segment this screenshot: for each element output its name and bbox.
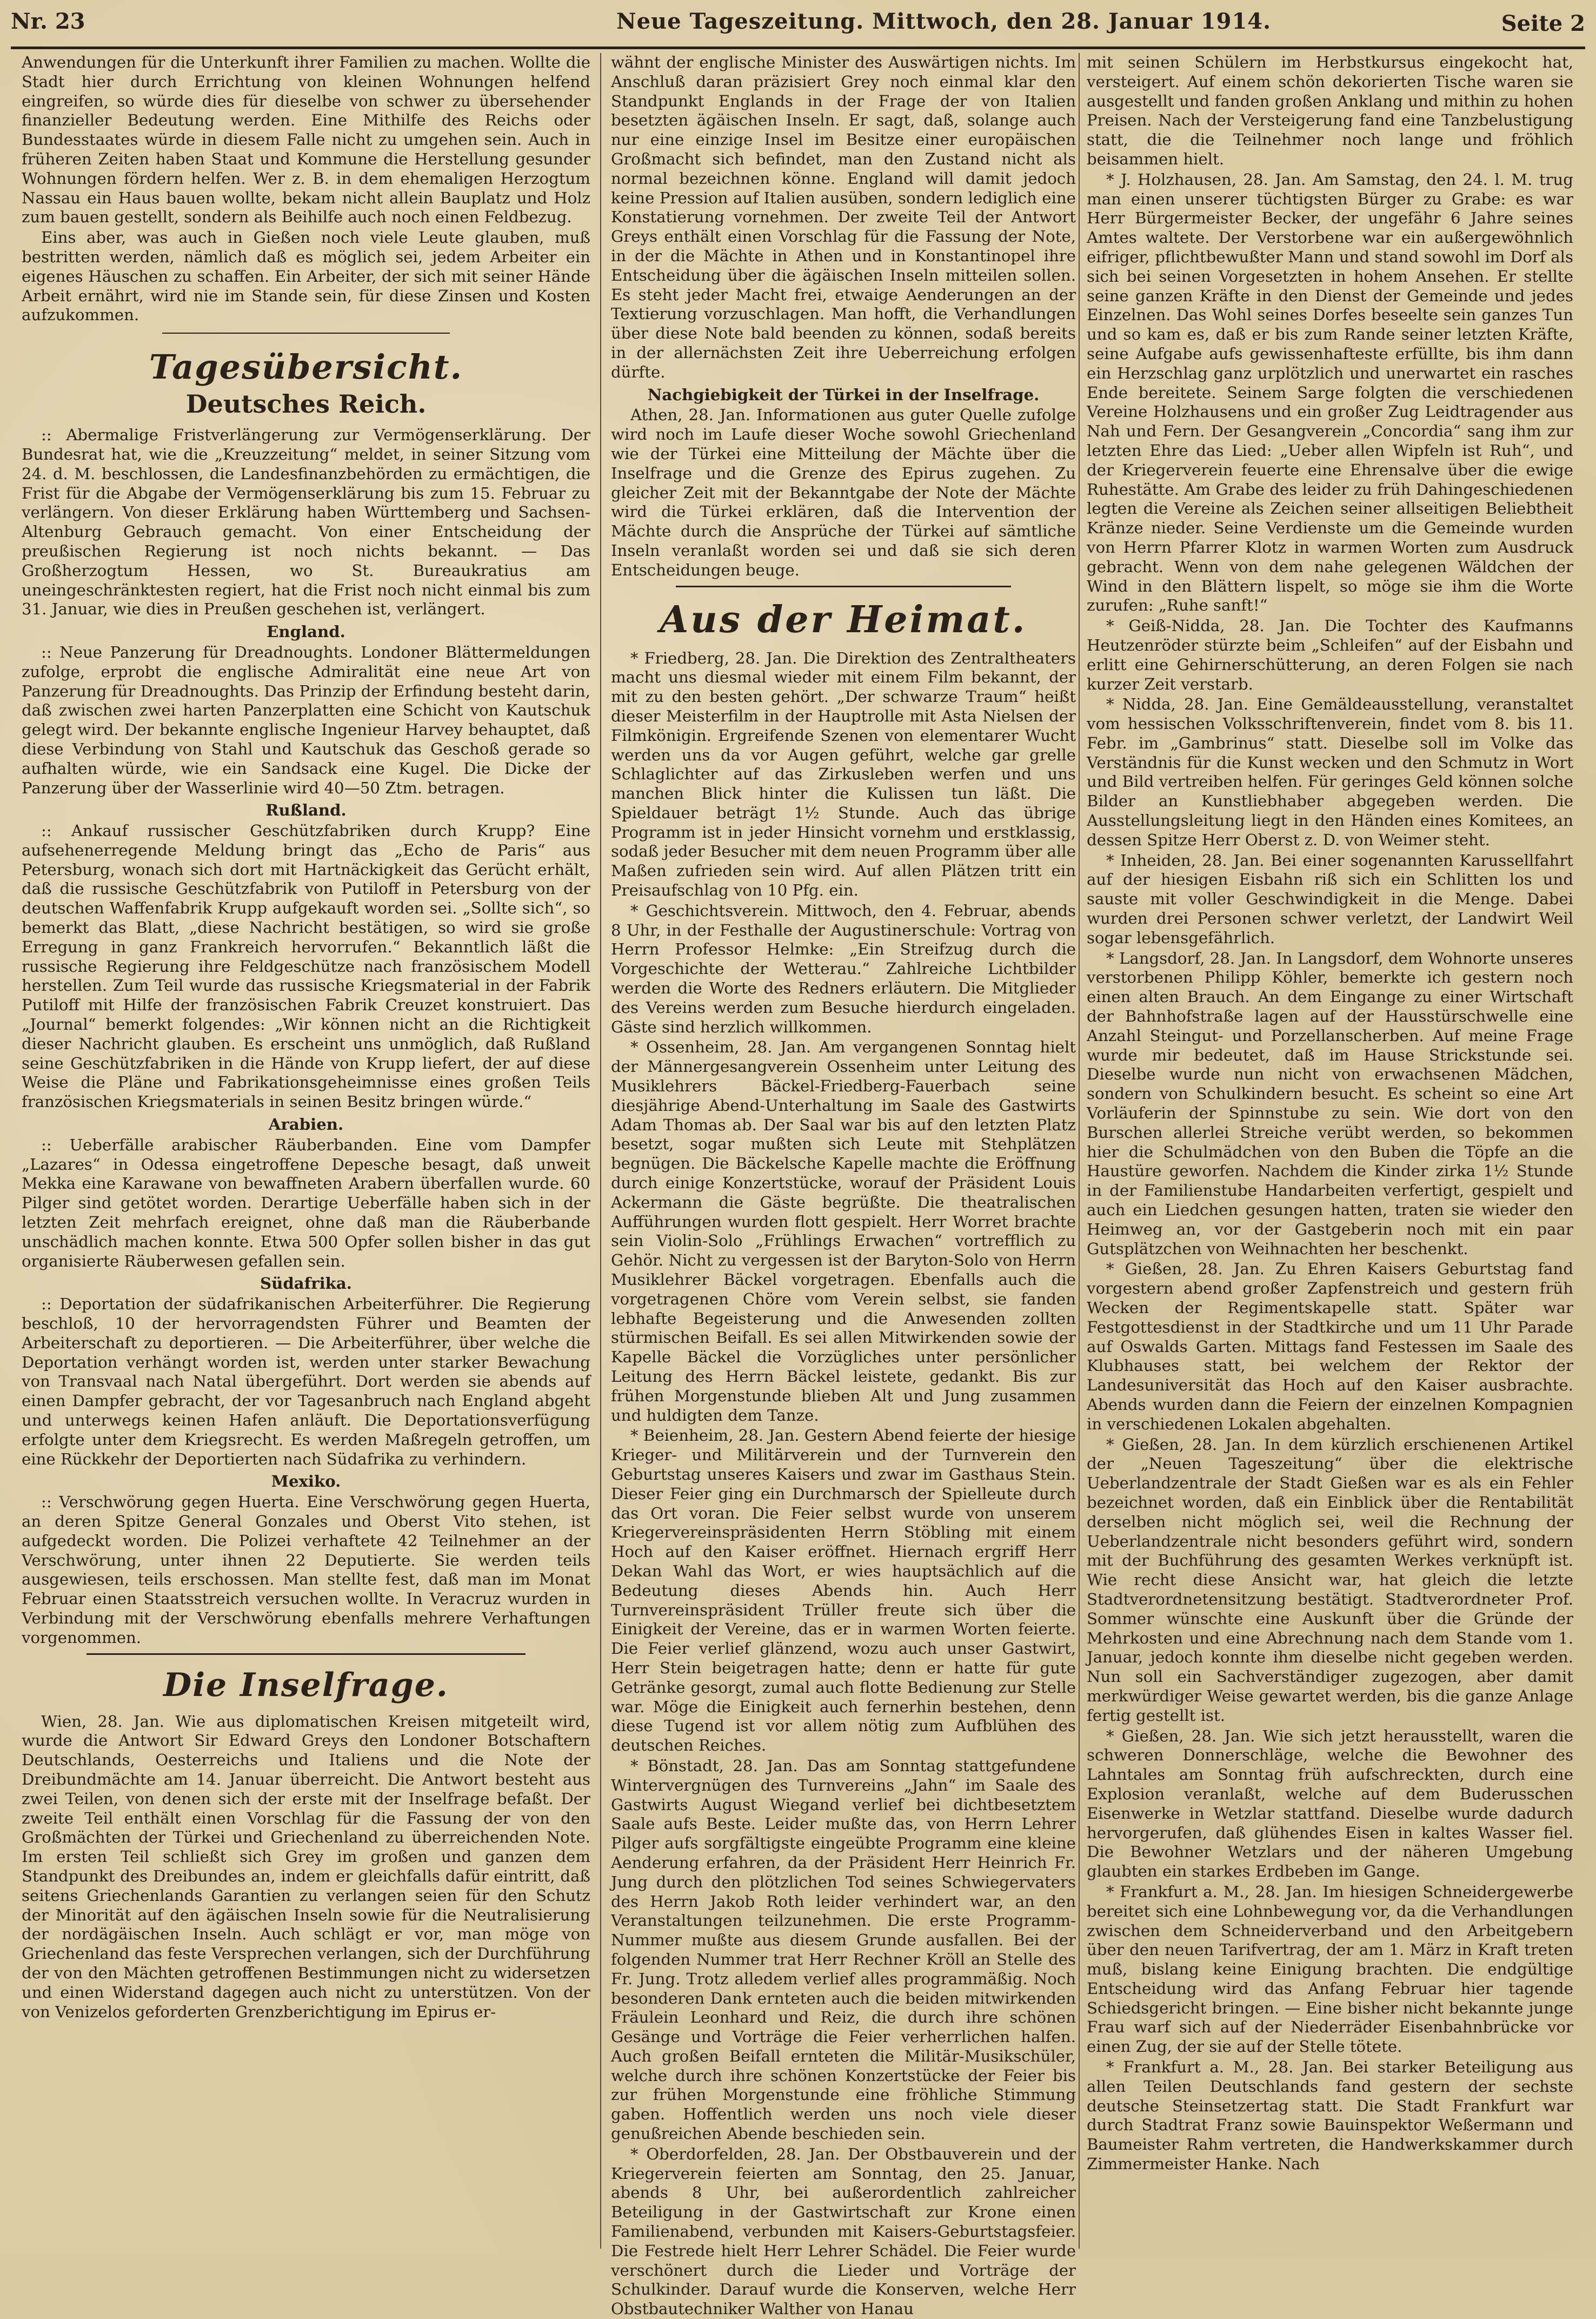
- section-divider: [676, 586, 1011, 587]
- local-news-item: * Friedberg, 28. Jan. Die Direktion des Zentraltheaters macht uns diesmal wieder mit einem Film bekannt, der mit zu den besten gehört. „Der schwarze Traum“ heißt dieser Meisterfilm in der Hauptrolle mit Asta Nielsen der Filmkönigin. Ergreifende Szenen von elementarer Wucht werden uns da vor Augen geführt, welche gar grelle Schlaglichter auf das Zirkusleben werfen und uns manchen Blick hinter die Kulissen tun läßt. Die Spieldauer beträgt 1½ Stunde. Auch das übrige Programm ist in jeder Hinsicht vornehm und erstklassig, sodaß jeder Besucher mit dem neuen Programm über alle Maßen zufrieden sein wird. Auf allen Plätzen tritt ein Preisaufschlag von 10 Pfg. ein.: [611, 648, 1076, 900]
- local-news-item: * Bönstadt, 28. Jan. Das am Sonntag stattgefundene Wintervergnügen des Turnvereins „Jahn“ im Saale des Gastwirts August Wiegand verlief bei dichtbesetztem Saale aufs Beste. Leider mußte das, von Herrn Lehrer Pilger aufs sorgfältigste eingeübte Programm eine kleine Aenderung erfahren, da der Präsident Herr Heinrich Fr. Jung durch den plötzlichen Tod seines Schwiegervaters des Herrn Jakob Roth leider verhindert war, an den Veranstaltungen teilzunehmen. Die erste Programm-Nummer mußte aus diesem Grunde ausfallen. Bei der folgenden Nummer trat Herr Rechner Kröll an Stelle des Fr. Jung. Trotz alledem verlief alles programmäßig. Noch besonderen Dank ernteten auch die beiden mitwirkenden Fräulein Leonhard und Reiz, die durch ihre schönen Gesänge und Vorträge die Feier verherrlichen halfen. Auch großen Beifall ernteten die Militär-Musikschüler, welche durch ihre schönen Konzertstücke der Feier bis zur frühen Morgenstunde eine fröhliche Stimmung gaben. Hoffentlich werden uns noch viele dieser genußreichen Abende beschieden sein.: [611, 1756, 1076, 2143]
- local-news-item: * Frankfurt a. M., 28. Jan. Im hiesigen Schneidergewerbe bereitet sich eine Lohnbewegung vor, da die Verhandlungen zwischen dem Schneiderverband und den Arbeitgebern über den neuen Tarifvertrag, der am 1. März in Kraft treten muß, bislang keine Einigung brachten. Die endgültige Entscheidung wird das Anfang Februar hier tagende Schiedsgericht bringen. — Eine bisher nicht bekannte junge Frau warf sich auf der Niederräder Eisenbahnbrücke vor einen Zug, der sie auf der Stelle tötete.: [1087, 1882, 1573, 2056]
- article-paragraph: Wien, 28. Jan. Wie aus diplomatischen Kreisen mitgeteilt wird, wurde die Antwort Sir Edward Greys den Londoner Botschaftern Deutschlands, Oesterreichs und Italiens und die Note der Dreibundmächte am 14. Januar überreicht. Die Antwort besteht aus zwei Teilen, von denen sich der erste mit der Inselfrage befaßt. Der zweite Teil enthält einen Vorschlag für die Fassung der von den Großmächten der Türkei und Griechenland zu überreichenden Note. Im ersten Teil schließt sich Grey im großen und ganzen dem Standpunkt des Dreibundes an, indem er gleichfalls dafür eintritt, daß seitens Griechenlands Garantien zu verlangen seien für den Schutz der Minorität auf den ägäischen Inseln sowie für die Neutralisierung der nordägäischen Inseln. Auch schlägt er vor, man möge von Griechenland das feste Versprechen verlangen, sich der Durchführung der von den Mächten getroffenen Bestimmungen nicht zu widersetzen und einen Widerstand dagegen auch nicht zu unterstützen. Von der von Venizelos geforderten Grenzberichtigung im Epirus er-: [22, 1712, 590, 2021]
- newspaper-title-date: Neue Tageszeitung. Mittwoch, den 28. Januar 1914.: [616, 9, 1272, 34]
- news-item: :: Abermalige Fristverlängerung zur Vermögenserklärung. Der Bundesrat hat, wie die „Kreuzzeitung“ meldet, in seiner Sitzung vom 24. d. M. beschlossen, die Landesfinanzbehörden zu ermächtigen, die Frist für die Abgabe der Vermögenserklärung bis zum 15. Februar zu verlängern. Von dieser Erklärung haben Württemberg und Sachsen-Altenburg Gebrauch gemacht. Von einer Entscheidung der preußischen Regierung ist noch nichts bekannt. — Das Großherzogtum Hessen, wo St. Bureaukratius am uneingeschränktesten regiert, hat die Frist noch nicht einmal bis zum 31. Januar, wie dies in Preußen geschehen ist, verlängert.: [22, 426, 590, 619]
- local-news-item: * Geiß-Nidda, 28. Jan. Die Tochter des Kaufmanns Heutzenröder stürzte beim „Schleifen“ auf der Eisbahn und erlitt eine Gehirnerschütterung, an deren Folgen sie nach kurzer Zeit verstarb.: [1087, 617, 1573, 693]
- local-news-item: * Geschichtsverein. Mittwoch, den 4. Februar, abends 8 Uhr, in der Festhalle der Augustinerschule: Vortrag von Herrn Professor Helmke: „Ein Streifzug durch die Vorgeschichte der Wetterau.“ Zahlreiche Lichtbilder werden die Worte des Redners erläutern. Die Mitglieder des Vereins werden zum Besuche hierdurch eingeladen. Gäste sind herzlich willkommen.: [611, 901, 1076, 1036]
- local-news-item: * Langsdorf, 28. Jan. In Langsdorf, dem Wohnorte unseres verstorbenen Philipp Köhler, bemerkte ich gestern noch einen alten Brauch. An dem Eingange zu einer Wirtschaft der Bahnhofstraße lagen auf der Hausstürschwelle eine Anzahl Steingut- und Porzellanscherben. Auf meine Frage wurde mir bedeutet, daß im Hause Strickstunde sei. Dieselbe wurde nun nicht von erwachsenen Mädchen, sondern von Schulkindern besucht. Es scheint so eine Art Vorläuferin der Spinnstube zu sein. Wie dort von den Burschen allerlei Streiche verübt werden, so bekommen hier die Schulmädchen von den Buben die Töpfe an die Haustüre geworfen. Nachdem die Kinder zirka 1½ Stunde in der Familienstube Handarbeiten verfertigt, gespielt und auch ein Liedchen gesungen hatten, traten sie wieder den Heimweg an, vor der Gastgeberin noch mit ein paar Gutsplätzchen von Weihnachten her beschenkt.: [1087, 949, 1573, 1258]
- local-news-item: * Gießen, 28. Jan. Zu Ehren Kaisers Geburtstag fand vorgestern abend großer Zapfenstreich und gestern früh Wecken der Regimentskapelle statt. Später war Festgottesdienst in der Stadtkirche und um 11 Uhr Parade auf Oswalds Garten. Mittags fand Festessen im Saale des Klubhauses statt, bei welchem der Rektor der Landesuniversität das Hoch auf den Kaiser ausbrachte. Abends wurden dann die Feiern der einzelnen Kompagnien in verschiedenen Lokalen abgehalten.: [1087, 1260, 1573, 1433]
- news-item: :: Verschwörung gegen Huerta. Eine Verschwörung gegen Huerta, an deren Spitze General Gonzales und Oberst Vito stehen, ist aufgedeckt worden. Die Polizei verhaftete 42 Teilnehmer an der Verschwörung, unter ihnen 22 Deputierte. Sie werden teils ausgewiesen, teils erschossen. Man stellte fest, daß man im Monat Februar einen Staatsstreich versuchen wollte. In Veracruz wurden in Verbindung mit der Verschwörung ebenfalls mehrere Verhaftungen vorgenommen.: [22, 1493, 590, 1647]
- page-number: Seite 2: [1501, 11, 1585, 36]
- column-3: [1087, 53, 1573, 2243]
- issue-number: Nr. 23: [11, 9, 85, 34]
- country-heading: Südafrika.: [260, 1274, 352, 1293]
- section-heading-inselfrage: Die Inselfrage.: [163, 1666, 449, 1704]
- section-heading-tagesuebersicht: Tagesübersicht.: [149, 347, 463, 387]
- local-news-item: * Beienheim, 28. Jan. Gestern Abend feierte der hiesige Krieger- und Militärverein und der Turnverein den Geburtstag unseres Kaisers und zwar im Gasthaus Stein. Dieser Feier ging ein Durchmarsch der Spielleute durch das Ort voran. Die Feier selbst wurde von unserem Kriegervereinspräsidenten Herrn Stöbling mit einem Hoch auf den Kaiser eröffnet. Hiernach ergriff Herr Dekan Wahl das Wort, er wies hauptsächlich auf die Bedeutung dieses Abends hin. Auch Herr Turnvereinspräsident Trüller freute sich über die Einigkeit der Vereine, das er in warmen Worten feierte. Die Feier verlief glänzend, wozu auch unser Gastwirt, Herr Stein beigetragen hatte; denn er hatte für gute Getränke gesorgt, zumal auch flotte Bedienung zur Stelle war. Möge die Einigkeit auch fernerhin bestehen, denn diese Tugend ist vor allem nötig zum Aufblühen des deutschen Reiches.: [611, 1426, 1076, 1755]
- local-news-item: * Ossenheim, 28. Jan. Am vergangenen Sonntag hielt der Männergesangverein Ossenheim unter Leitung des Musiklehrers Bäckel-Friedberg-Fauerbach seine diesjährige Abend-Unterhaltung im Saale des Gastwirts Adam Thomas ab. Der Saal war bis auf den letzten Platz besetzt, sogar mußten sich Leute mit Stehplätzen begnügen. Die Bäckelsche Kapelle machte die Eröffnung durch einige Konzertstücke, worauf der Präsident Louis Ackermann die Gäste begrüßte. Die theatralischen Aufführungen wurden flott gespielt. Herr Worret brachte sein Violin-Solo „Frühlings Erwachen“ vortrefflich zu Gehör. Nicht zu vergessen ist der Baryton-Solo von Herrn Musiklehrer Bäckel vorgetragen. Ebenfalls auch die vorgetragenen Chöre vom Verein selbst, sie fanden lebhafte Begeisterung und die Anwesenden zollten stürmischen Beifall. Es sei allen Mitwirkenden sowie der Kapelle Bäckel die Vorzügliches unter persönlicher Leitung des Herrn Bäckel leistete, gedankt. Bis zur frühen Morgenstunde blieben Alt und Jung zusammen und huldigten dem Tanze.: [611, 1038, 1076, 1424]
- column-1: [22, 53, 590, 2243]
- news-item: :: Ankauf russischer Geschützfabriken durch Krupp? Eine aufsehenerregende Meldung bringt das „Echo de Paris“ aus Petersburg, wonach sich dort mit Hartnäckigkeit das Gerücht erhält, daß die russische Geschützfabrik von Putiloff in Petersburg von der deutschen Waffenfabrik Krupp aufgekauft worden sei. „Sollte sich“, so bemerkt das Blatt, „diese Nachricht bestätigen, so wird sie große Erregung in ganz Frankreich hervorrufen.“ Bekanntlich läßt die russische Regierung ihre Feldgeschütze nach französischem Modell herstellen. Zum Teil wurde das russische Kriegsmaterial in der Fabrik Putiloff mit Hilfe der französischen Fabrik Creuzet konstruiert. Das „Journal“ bemerkt folgendes: „Wir können nicht an die Richtigkeit dieser Nachricht glauben. Es erscheint uns unmöglich, daß Rußland seine Geschützfabriken in die Hände von Krupp liefert, der auf diese Weise die Pläne und Fabrikationsgeheimnisse eines großen Teils französischen Kriegsmaterials in seinen Besitz bringen würde.“: [22, 821, 590, 1111]
- local-news-item: * Inheiden, 28. Jan. Bei einer sogenannten Karussellfahrt auf der hiesigen Eisbahn riß sich ein Schlitten los und sauste mit voller Geschwindigkeit in die Menge. Dabei wurden drei Personen schwer verletzt, der Landwirt Weil sogar lebensgefährlich.: [1087, 851, 1573, 947]
- local-news-item: * Frankfurt a. M., 28. Jan. Bei starker Beteiligung aus allen Teilen Deutschlands fand gestern der sechste deutsche Steinsetzertag statt. Die Stadt Frankfurt war durch Stadtrat Franz sowie Bauinspektor Weßermann und Baumeister Rahm vertreten, die Handwerkskammer durch Zimmermeister Hanke. Nach: [1087, 2058, 1573, 2174]
- news-item: :: Deportation der südafrikanischen Arbeiterführer. Die Regierung beschloß, 10 der hervorragendsten Führer und Beamten der Arbeiterschaft zu deportieren. — Die Arbeiterführer, über welche die Deportation verhängt worden ist, werden unter starker Bewachung von Transvaal nach Natal übergeführt. Dort werden sie abends auf einen Dampfer gebracht, der vor Tagesanbruch nach England abgeht und unterwegs keinen Hafen anläuft. Die Deportationsverfügung erfolgte unter dem Kriegsrecht. Es werden Maßregeln getroffen, um eine Rückkehr der Deportierten nach Südafrika zu verhindern.: [22, 1295, 590, 1468]
- country-heading: Rußland.: [265, 801, 347, 820]
- local-news-item: * Oberdorfelden, 28. Jan. Der Obstbauverein und der Kriegerverein feierten am Sonntag, den 25. Januar, abends 8 Uhr, bei außerordentlich zahlreicher Beteiligung in der Gastwirtschaft zur Krone einen Familienabend, verbunden mit Kaisers-Geburtstagsfeier. Die Festrede hielt Herr Lehrer Schädel. Die Feier wurde verschönert durch die Lieder und Vorträge der Schulkinder. Darauf wurde die Konserven, welche Herr Obstbautechniker Walther von Hanau: [611, 2144, 1076, 2318]
- country-heading: Arabien.: [268, 1115, 344, 1134]
- masthead: [11, 3, 1585, 53]
- local-news-item: * Nidda, 28. Jan. Eine Gemäldeausstellung, veranstaltet vom hessischen Volksschriftenverein, findet vom 8. bis 11. Febr. im „Gambrinus“ statt. Dieselbe soll im Volke das Verständnis für die Kunst wecken und den Schmutz in Wort und Bild vertreiben helfen. Für geringes Geld können solche Bilder an Kunstliebhaber abgegeben werden. Die Ausstellungsleitung liegt in den Händen eines Komitees, an dessen Spitze Herr Oberst z. D. von Weimer steht.: [1087, 695, 1573, 849]
- article-paragraph: Athen, 28. Jan. Informationen aus guter Quelle zufolge wird noch im Laufe dieser Woche sowohl Griechenland wie der Türkei eine Mitteilung der Mächte über die Inselfrage und die Grenze des Epirus zugehen. Zu gleicher Zeit mit der Bekanntgabe der Note der Mächte wird die Türkei erklären, daß die Intervention der Mächte durch die Ansprüche der Türkei auf sämtliche Inseln veranlaßt worden sei und daß sie sich deren Entscheidungen beuge.: [611, 406, 1076, 579]
- country-heading: Mexiko.: [271, 1472, 341, 1491]
- column-2: [611, 53, 1076, 2318]
- article-paragraph: Anwendungen für die Unterkunft ihrer Familien zu machen. Wollte die Stadt hier durch Errichtung von kleinen Wohnungen helfend eingreifen, so würde dies für dieselbe von schwer zu übersehender finanzieller Bedeutung werden. Eine Mithilfe des Reichs oder Bundesstaates würde in diesem Falle nicht zu umgehen sein. Auch in früheren Zeiten haben Staat und Kommune die Herstellung gesunder Wohnungen fördern helfen. Wer z. B. in dem ehemaligen Herzogtum Nassau ein Haus bauen wollte, bekam nicht allein Bauplatz und Holz zum bauen gestellt, sondern als Beihilfe auch noch einen Feldbezug.: [22, 53, 590, 227]
- header-rule: [11, 47, 1585, 49]
- section-divider: [87, 1653, 526, 1655]
- article-paragraph: wähnt der englische Minister des Auswärtigen nichts. Im Anschluß daran präzisiert Grey noch einmal klar den Standpunkt Englands in der Frage der von Italien besetzten ägäischen Inseln. Er sagt, daß, solange auch nur eine einzige Insel im Besitze einer europäischen Großmacht sich befindet, man den Zustand nicht als normal bezeichnen könne. England will damit jedoch keine Pression auf Italien ausüben, sondern lediglich eine Konstatierung vornehmen. Der zweite Teil der Antwort Greys enthält einen Vorschlag für die Fassung der Note, in der die Mächte in Athen und in Konstantinopel ihre Entscheidung über die ägäischen Inseln mitteilen sollen. Es steht jeder Macht frei, etwaige Aenderungen an der Textierung vorzuschlagen. Man hofft, die Verhandlungen über diese Note bald beenden zu können, sodaß bereits in der allernächsten Zeit ihre Ueberreichung erfolgen dürfte.: [611, 53, 1076, 381]
- news-item: :: Ueberfälle arabischer Räuberbanden. Eine vom Dampfer „Lazares“ in Odessa eingetroffene Depesche besagt, daß unweit Mekka eine Karawane von bewaffneten Arabern überfallen wurde. 60 Pilger sind getötet worden. Derartige Ueberfälle haben sich in der letzten Zeit mehrfach ereignet, ohne daß man die Räuberbande unschädlich machen konnte. Etwa 500 Opfer sollen bisher in das gut organisierte Räuberwesen gefallen sein.: [22, 1135, 590, 1270]
- local-news-item: * Gießen, 28. Jan. Wie sich jetzt herausstellt, waren die schweren Donnerschläge, welche die Bewohner des Lahntales am Sonntag früh aufschreckten, durch eine Explosion veranlaßt, welche auf dem Buderusschen Eisenwerke in Wetzlar stattfand. Dieselbe wurde dadurch hervorgerufen, daß glühendes Eisen in kaltes Wasser fiel. Die Bewohner Wetzlars und der näheren Umgebung glaubten ein starkes Erdbeben im Gange.: [1087, 1726, 1573, 1881]
- news-item: :: Neue Panzerung für Dreadnoughts. Londoner Blättermeldungen zufolge, erprobt die englische Admiralität eine neue Art von Panzerung für Dreadnoughts. Das Prinzip der Erfindung besteht darin, daß zwischen zwei harten Panzerplatten eine Schicht von Kautschuk gelegt wird. Der bekannte englische Ingenieur Harvey behauptet, daß diese Verbindung von Stahl und Kautschuk das Geschoß gerade so aufhalten würde, wie ein Sandsack eine Kugel. Die Dicke der Panzerung über der Wasserlinie wird 40—50 Ztm. betragen.: [22, 642, 590, 797]
- section-divider: [162, 333, 450, 334]
- section-heading-heimat: Aus der Heimat.: [660, 598, 1027, 641]
- country-heading: England.: [267, 622, 345, 641]
- local-news-item: * Gießen, 28. Jan. In dem kürzlich erschienenen Artikel der „Neuen Tageszeitung“ über die elektrische Ueberlandzentrale der Stadt Gießen war es als ein Fehler bezeichnet worden, daß ein Einblick über die Rentabilität derselben nicht möglich sei, weil die Rechnung der Ueberlandzentrale nicht besonders geführt wird, sondern mit der Buchführung des gesamten Werkes verknüpft ist. Wie recht diese Ansicht war, hat gleich die letzte Stadtverordnetensitzung bestätigt. Stadtverordneter Prof. Sommer wünschte eine Auskunft über die Gründe der Mehrkosten und eine Abrechnung nach dem Stande vom 1. Januar, jedoch konnte ihm dieselbe nicht gegeben werden. Nun soll ein Sachverständiger zugezogen, aber damit merkwürdiger Weise gewartet werden, bis die ganze Anlage fertig gestellt ist.: [1087, 1435, 1573, 1725]
- column-divider: [600, 53, 601, 2249]
- local-news-item: mit seinen Schülern im Herbstkursus eingekocht hat, versteigert. Auf einem schön dekorierten Tische waren sie ausgestellt und fanden großen Anklang und mithin zu hohen Preisen. Nach der Versteigerung fand eine Tanzbelustigung statt, die die Teilnehmer noch lange und fröhlich beisammen hielt.: [1087, 53, 1573, 168]
- column-divider: [1079, 53, 1080, 2249]
- local-news-item: * J. Holzhausen, 28. Jan. Am Samstag, den 24. l. M. trug man einen unserer tüchtigsten Bürger zu Grabe: es war Herr Bürgermeister Becker, der ungefähr 6 Jahre seines Amtes waltete. Der Verstorbene war ein außergewöhnlich eifriger, pflichtbewußter Mann und stand sowohl im Dorf als sich bei seinen Vorgesetzten in hohem Ansehen. Er stellte seine ganzen Kräfte in den Dienst der Gemeinde und jedes Einzelnen. Das Wohl seines Dorfes beseelte sein ganzes Tun und so kam es, daß er bis zum Rande seiner letzten Kräfte, seine Aufgabe aufs gewissenhafteste erfüllte, bis ihm dann ein Herzschlag ganz urplötzlich und unerwartet ein rasches Ende bereitete. Seinem Sarge folgten die verschiedenen Vereine Holzhausens und ein großer Zug Leidtragender aus Nah und Fern. Der Gesangverein „Concordia“ sang ihm zur letzten Ehre das Lied: „Ueber allen Wipfeln ist Ruh“, und der Kriegerverein feuerte eine Ehrensalve über die ewige Ruhestätte. Am Grabe des leider zu früh Dahingeschiedenen legten die Vereine als Zeichen seiner allseitigen Beliebtheit Kränze nieder. Seine Verdienste um die Gemeinde wurden von Herrn Pfarrer Klotz in warmen Worten zum Ausdruck gebracht. Wenn von dem nahe gelegenen Wäldchen der Wind in den Blättern lispelt, so möge sie ihm die Worte zurufen: „Ruhe sanft!“: [1087, 170, 1573, 615]
- subheading-deutsches-reich: Deutsches Reich.: [185, 389, 427, 419]
- article-paragraph: Eins aber, was auch in Gießen noch viele Leute glauben, muß bestritten werden, nämlich daß es möglich sei, jedem Arbeiter ein eigenes Häuschen zu schaffen. Ein Arbeiter, der sich mit seiner Hände Arbeit ernährt, wird nie im Stande sein, für diese Zinsen und Kosten aufzukommen.: [22, 228, 590, 324]
- article-subheading: Nachgiebigkeit der Türkei in der Inselfrage.: [647, 385, 1040, 404]
